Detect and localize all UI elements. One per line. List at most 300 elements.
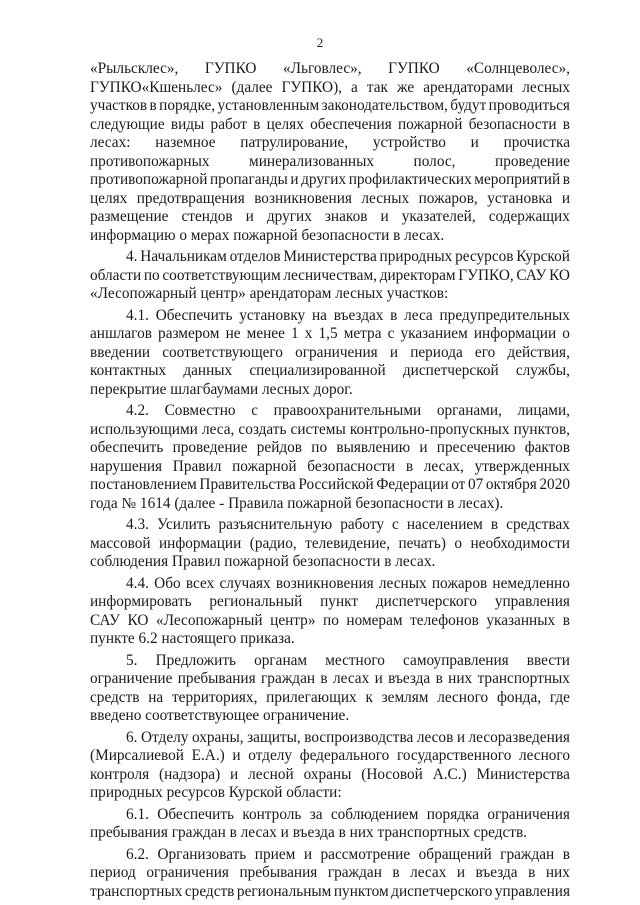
word: населением <box>406 516 483 533</box>
word: и <box>303 845 312 863</box>
word: на <box>148 688 164 706</box>
word: разъяснительную <box>218 516 333 533</box>
word: лесного <box>519 747 570 764</box>
word: (Носовой <box>361 765 423 783</box>
word: «Льговлес», <box>282 60 362 77</box>
word: ограничение <box>90 670 173 687</box>
word: информировать <box>90 593 192 610</box>
word: и <box>561 189 570 207</box>
text-line <box>90 421 570 440</box>
paragraph-p5 <box>90 652 570 726</box>
text-line <box>90 153 570 172</box>
word: лесной <box>248 765 294 783</box>
word: по <box>143 266 160 284</box>
word: соответствующего <box>162 343 283 361</box>
word: где <box>549 688 570 706</box>
word: граждан <box>500 845 555 863</box>
word: случаях <box>219 574 271 592</box>
word: и <box>245 208 254 225</box>
word: Правительства <box>199 476 296 493</box>
word: ГУПКО <box>204 60 257 77</box>
text-line: пребывания граждан в лесах и въезда в них транспортных средств. <box>90 824 527 841</box>
text-line <box>90 402 570 421</box>
word: управления <box>494 593 570 610</box>
text-line <box>90 362 570 381</box>
word: системы <box>290 420 346 438</box>
word: Е.А.) <box>191 747 225 764</box>
word: знаков <box>324 208 368 225</box>
text-line <box>90 766 570 785</box>
word: 6.2. <box>126 845 149 863</box>
word: безопасности <box>307 457 396 475</box>
word: пожарной <box>232 457 297 475</box>
word: устройство <box>372 134 446 151</box>
page-number: 2 <box>316 35 324 50</box>
word: постановлением <box>90 476 197 493</box>
text-line <box>90 806 570 825</box>
word: о <box>562 325 570 342</box>
text-line: «Лесопожарный центр» арендаторам лесных участков: <box>90 285 449 302</box>
paragraph-p4-3 <box>90 516 570 572</box>
word: 4.4. <box>126 574 149 592</box>
word: порядке, <box>159 97 216 114</box>
word: Совместно <box>164 402 236 419</box>
text-line <box>90 476 570 495</box>
word: Обо <box>154 574 181 592</box>
word: лицами, <box>517 402 570 419</box>
word: лесах <box>333 670 370 687</box>
word: фактов <box>524 439 570 456</box>
word: возникновения <box>275 574 374 592</box>
word: ввести <box>526 651 570 669</box>
word: и <box>380 208 389 225</box>
word: в <box>320 670 328 687</box>
word: необходимости <box>470 534 570 552</box>
word: к <box>365 688 373 706</box>
word: Министерства <box>476 765 570 783</box>
word: средств <box>184 882 235 900</box>
word: и <box>374 670 383 687</box>
word: указателей, <box>401 208 476 225</box>
word: контактных <box>90 362 167 379</box>
word: данных <box>183 362 233 379</box>
text-line <box>90 307 570 326</box>
word: пресечению <box>436 439 516 456</box>
word: (надзора) <box>159 765 221 783</box>
word: метра <box>343 325 382 342</box>
word: пунктом <box>333 882 389 900</box>
word: проводиться <box>488 97 570 114</box>
word: информации <box>159 534 242 552</box>
word: работу <box>340 516 384 533</box>
word: нарушения <box>90 457 163 475</box>
word: не <box>225 325 241 342</box>
text-line <box>90 97 570 116</box>
word: его <box>474 343 496 361</box>
paragraph-p4-2 <box>90 402 570 513</box>
word: пожаров <box>431 574 488 592</box>
word: леса <box>404 306 433 324</box>
word: территориях, <box>171 688 258 706</box>
word: органами, <box>436 402 502 419</box>
word: пребывания <box>177 670 256 687</box>
word: федерального <box>299 747 390 764</box>
word: управления <box>494 882 570 900</box>
word: в <box>253 115 261 133</box>
word: содержащих <box>488 208 570 225</box>
text-line <box>90 248 570 267</box>
word: «Рыльсклес», <box>90 60 179 77</box>
word: землям <box>381 688 429 706</box>
word: минерализованных <box>249 152 374 170</box>
word: Российской <box>298 476 374 493</box>
word: безопасности <box>468 115 557 133</box>
word: 1,5 <box>318 325 338 342</box>
word: (Мирсалиевой <box>90 747 184 764</box>
word: ГУПКО, <box>458 266 514 284</box>
word: ограничения <box>146 864 229 881</box>
word: транспортных <box>90 882 183 900</box>
word: утвержденных <box>474 457 570 475</box>
word: соблюдением <box>330 805 419 823</box>
text-line <box>90 116 570 135</box>
word: о <box>454 534 463 552</box>
word: региональный <box>209 593 303 610</box>
word: установка <box>487 189 553 207</box>
word: в <box>562 611 570 629</box>
text-line <box>90 134 570 153</box>
word: средств <box>90 688 140 706</box>
word: полос, <box>413 152 456 170</box>
word: прочистка <box>503 134 570 151</box>
word: и <box>456 864 466 881</box>
word: возникновения <box>254 189 352 207</box>
word: в <box>490 516 499 533</box>
word: будут <box>450 97 487 114</box>
word: обеспечить <box>90 439 164 456</box>
paragraph-p4 <box>90 248 570 304</box>
word: рассмотрение <box>320 845 411 863</box>
word: лесах <box>410 864 447 881</box>
word: Начальникам <box>140 248 227 265</box>
word: порядка <box>426 805 480 823</box>
text-line <box>90 747 570 766</box>
word: диспетчерского <box>391 882 493 900</box>
word: законодательством, <box>321 97 448 114</box>
word: обращений <box>418 845 492 863</box>
text-line <box>90 864 570 883</box>
word: специализированной <box>249 362 386 379</box>
word: отделу <box>248 747 293 764</box>
word: въездах <box>333 306 384 324</box>
word: воспроизводства <box>304 728 414 746</box>
word: диспетчерского <box>375 593 478 610</box>
word: Федерации <box>376 476 449 493</box>
word: других <box>301 171 347 188</box>
word: въезда <box>475 864 518 881</box>
word: и <box>232 747 241 764</box>
word: на <box>311 306 327 324</box>
word: лесных <box>378 574 427 592</box>
text-line <box>90 60 570 79</box>
word: Министерства <box>283 248 377 265</box>
document-body <box>90 60 570 901</box>
word: лесных <box>361 189 410 207</box>
text-line: природных ресурсов Курской области: <box>90 784 342 801</box>
word: прилегающих <box>266 688 357 706</box>
word: пунктов, <box>513 420 570 438</box>
word: а <box>351 78 358 96</box>
word: обеспечения <box>310 115 392 133</box>
word: х <box>304 325 313 342</box>
word: по <box>311 439 328 456</box>
word: граждан <box>261 670 316 687</box>
word: контроль <box>242 805 302 823</box>
word: Организовать <box>157 845 247 863</box>
word: пребывания <box>239 864 318 881</box>
word: так <box>366 78 388 96</box>
word: и <box>389 343 399 361</box>
word: защиты, <box>247 728 301 746</box>
text-line: введено соответствующее ограничение. <box>90 707 350 724</box>
text-line <box>90 689 570 708</box>
word: участков <box>90 97 148 114</box>
word: других <box>266 208 312 225</box>
word: в <box>562 115 570 133</box>
word: Обеспечить <box>155 306 233 324</box>
word: в <box>435 670 443 687</box>
word: ограничения <box>295 343 378 361</box>
word: 5. <box>126 651 138 669</box>
word: службы, <box>515 362 570 379</box>
word: печать) <box>398 534 446 552</box>
word: охраны <box>303 765 352 783</box>
word: местного <box>325 651 385 669</box>
word: предотвращения <box>136 189 245 207</box>
word: и <box>419 439 428 456</box>
word: виды <box>170 115 205 133</box>
word: «Солнцеволес», <box>466 60 570 77</box>
word: наземное <box>155 134 216 151</box>
word: периода <box>410 343 463 361</box>
word: в <box>562 171 570 188</box>
word: информации <box>473 325 557 342</box>
word: фонда, <box>496 688 542 706</box>
word: номерам <box>346 611 403 629</box>
word: и <box>290 171 299 188</box>
word: аншлагов <box>90 325 152 342</box>
word: правоохранительными <box>273 402 422 419</box>
word: отделов <box>229 248 281 265</box>
word: органам <box>254 651 308 669</box>
word: менее <box>246 325 285 342</box>
paragraph-p6-2 <box>90 846 570 902</box>
text-line <box>90 575 570 594</box>
word: 4.2. <box>126 402 149 419</box>
paragraph-p6-1 <box>90 806 570 843</box>
word: октября <box>485 476 537 493</box>
word: пожаров, <box>418 189 478 207</box>
word: лесоразведения <box>468 728 570 746</box>
text-line: соблюдения Правил пожарной безопасности в лесах. <box>90 553 436 570</box>
word: немедленно <box>492 574 570 592</box>
word: телефонов <box>410 611 479 629</box>
word: лесах, <box>423 457 464 475</box>
word: ресурсов <box>455 248 514 265</box>
word: в <box>392 864 400 881</box>
word: САУ <box>90 611 120 629</box>
word: всех <box>185 574 215 592</box>
word: Курской <box>516 248 570 265</box>
paragraph-p0 <box>90 60 570 245</box>
text-line <box>90 652 570 671</box>
word: 1 <box>290 325 299 342</box>
word: следующие <box>90 115 165 133</box>
word: проведение <box>495 152 570 170</box>
word: лесничествам, <box>283 266 377 284</box>
word: с <box>392 516 399 533</box>
word: контроля <box>90 765 150 783</box>
word: пункт <box>320 593 359 610</box>
word: диспетчерской <box>402 362 499 379</box>
word: работ <box>210 115 247 133</box>
text-line <box>90 190 570 209</box>
word: размещение <box>90 208 169 225</box>
text-line: информацию о мерах пожарной безопасности в лесах. <box>90 226 445 244</box>
word: них <box>448 670 473 687</box>
word: использующими <box>90 420 198 438</box>
word: с <box>251 402 259 419</box>
word: 07 <box>467 476 484 493</box>
word: ГУПКО), <box>281 78 343 96</box>
text-line <box>90 458 570 477</box>
word: период <box>90 864 136 881</box>
word: лесов <box>416 728 454 746</box>
word: и <box>230 765 239 783</box>
word: транспортных <box>477 670 570 687</box>
word: противопожарной <box>90 171 208 188</box>
word: за <box>309 805 323 823</box>
word: граждан <box>327 864 382 881</box>
word: мероприятий <box>474 171 561 188</box>
word: прием <box>254 845 296 863</box>
word: массовой <box>90 534 151 552</box>
text-line <box>90 593 570 612</box>
text-line <box>90 670 570 689</box>
word: указанием <box>400 325 468 342</box>
word: КО <box>549 266 570 284</box>
word: же <box>397 78 415 96</box>
word: 2020 <box>539 476 570 493</box>
word: 6. <box>126 728 138 746</box>
word: Обеспечить <box>157 805 234 823</box>
word: в <box>562 845 570 863</box>
word: 4. <box>126 248 138 265</box>
word: лесах: <box>90 134 131 151</box>
word: них <box>545 864 570 881</box>
text-line <box>90 344 570 363</box>
word: Предложить <box>155 651 236 669</box>
word: охраны, <box>191 728 244 746</box>
word: соответствующим <box>162 266 281 284</box>
word: указанных <box>486 611 556 629</box>
word: средствах <box>506 516 570 533</box>
word: выявлению <box>336 439 411 456</box>
word: пропаганды <box>209 171 288 188</box>
text-line <box>90 516 570 535</box>
word: целях <box>90 189 128 207</box>
word: от <box>451 476 466 493</box>
word: лесных <box>522 78 570 96</box>
word: лесного <box>437 688 489 706</box>
word: проведение <box>172 439 248 456</box>
word: (радио, <box>249 534 297 552</box>
word: САУ <box>516 266 547 284</box>
word: Усилить <box>156 516 211 533</box>
paragraph-p6 <box>90 729 570 803</box>
word: 4.1. <box>126 306 149 324</box>
word: арендаторами <box>423 78 514 96</box>
word: и <box>470 134 479 151</box>
word: природных <box>379 248 453 265</box>
word: Отделу <box>141 728 189 746</box>
text-line <box>90 612 570 631</box>
word: государственного <box>396 747 512 764</box>
text-line: пункте 6.2 настоящего приказа. <box>90 630 295 647</box>
word: самоуправления <box>403 651 509 669</box>
text-line: перекрытие шлагбаумами лесных дорог. <box>90 380 353 398</box>
word: действия, <box>507 343 570 361</box>
word: ГУПКО <box>388 60 440 77</box>
word: размером <box>158 325 220 342</box>
word: введении <box>90 343 151 361</box>
word: ограничения <box>487 805 570 823</box>
paragraph-p4-4 <box>90 575 570 649</box>
text-line <box>90 883 570 902</box>
word: в <box>149 97 157 114</box>
word: пожарной <box>398 115 463 133</box>
paragraph-p4-1 <box>90 307 570 400</box>
word: установку <box>239 306 306 324</box>
word: директорам <box>379 266 456 284</box>
text-line <box>90 208 570 227</box>
word: патрулирование, <box>240 134 349 151</box>
text-line <box>90 439 570 458</box>
word: телевидение, <box>305 534 391 552</box>
word: 4.3. <box>126 516 149 533</box>
word: профилактических <box>348 171 472 188</box>
word: создать <box>238 420 287 438</box>
word: в <box>390 306 398 324</box>
word: «Лесопожарный <box>155 611 263 629</box>
text-line <box>90 171 570 190</box>
word: противопожарных <box>90 152 210 170</box>
word: предупредительных <box>439 306 570 324</box>
word: в <box>405 457 414 475</box>
word: целях <box>266 115 304 133</box>
text-line <box>90 729 570 748</box>
word: центр» <box>270 611 316 629</box>
word: А.С.) <box>432 765 467 783</box>
word: контрольно-пропускных <box>349 420 510 438</box>
word: по <box>323 611 339 629</box>
text-line: года № 1614 (далее - Правила пожарной безопасности в лесах). <box>90 494 504 512</box>
word: въезда <box>388 670 431 687</box>
text-line <box>90 846 570 865</box>
word: 6.1. <box>126 805 149 823</box>
text-line <box>90 79 570 98</box>
word: с <box>387 325 395 342</box>
